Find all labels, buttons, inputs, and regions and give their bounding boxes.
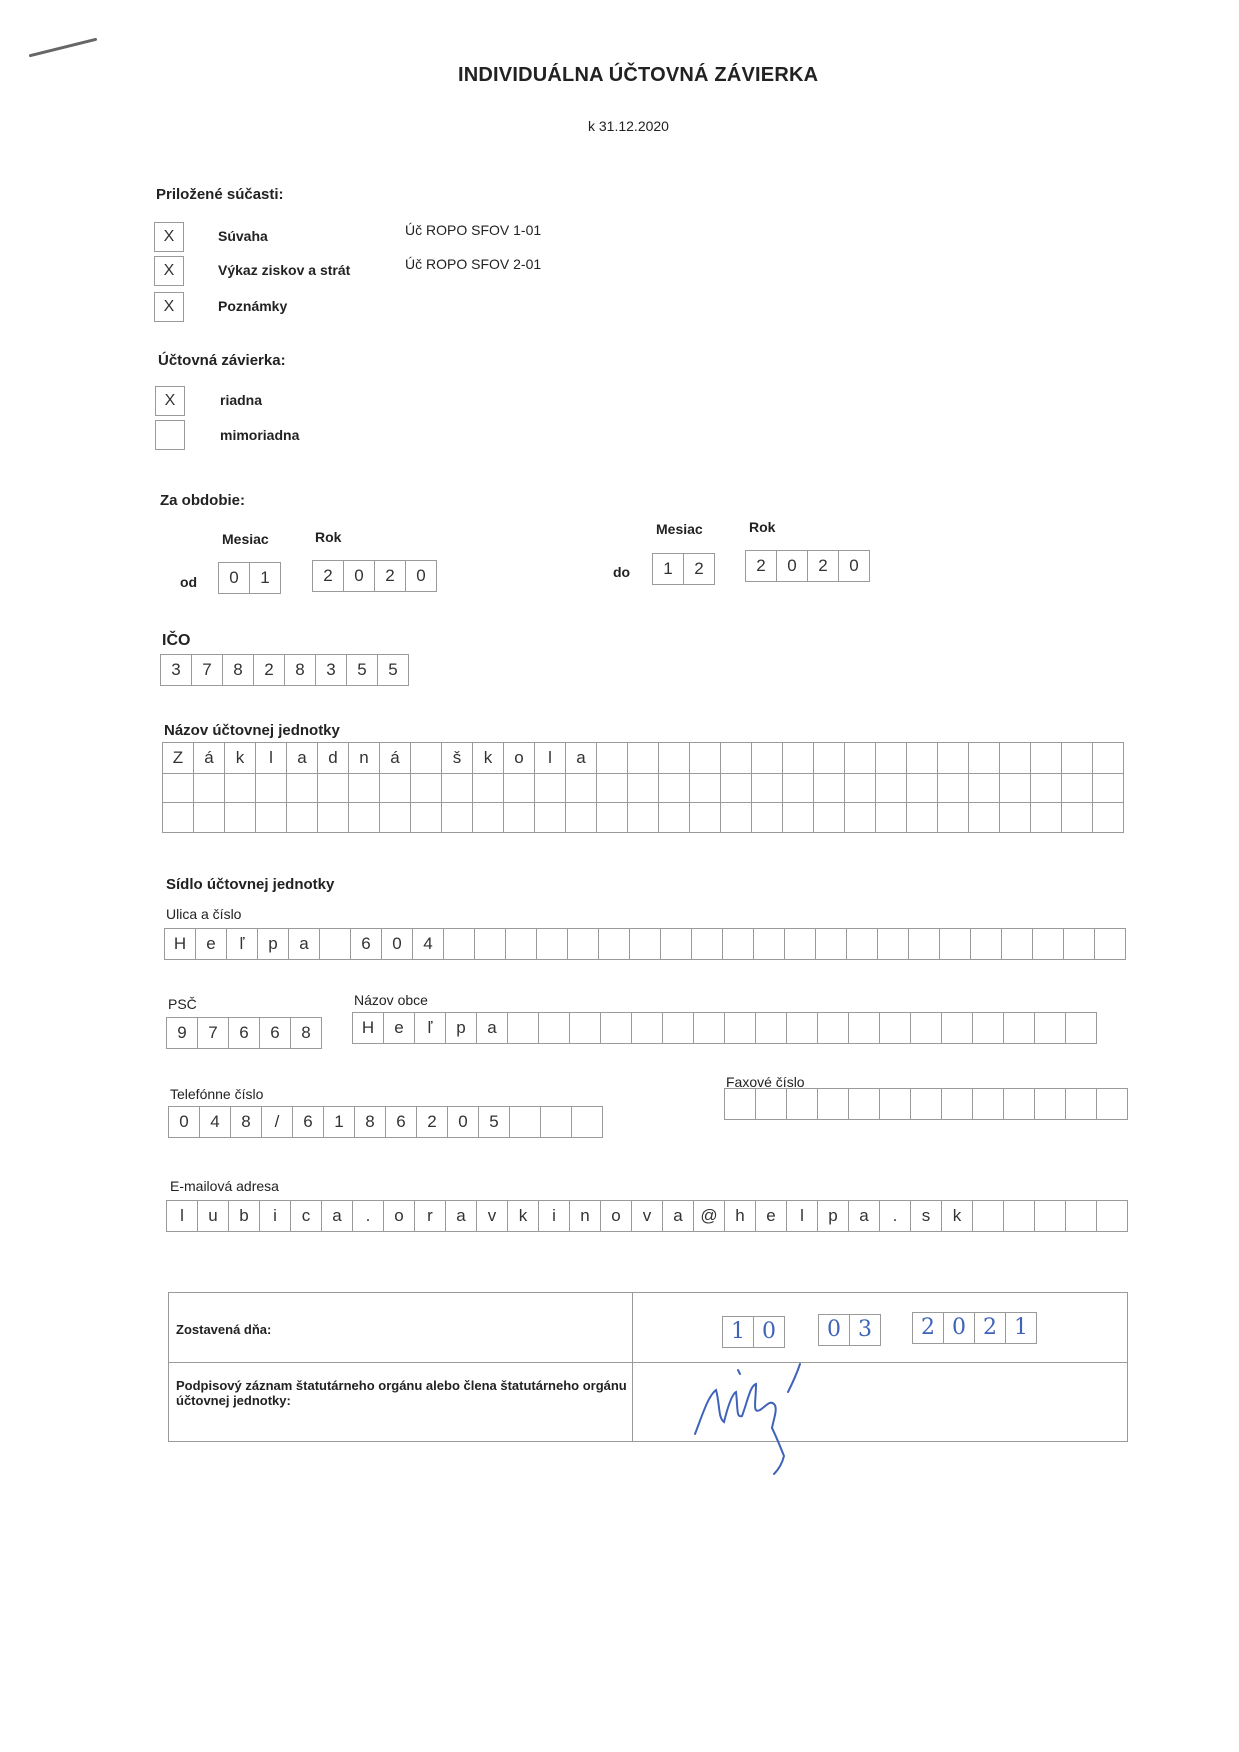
- char-cell: [787, 1089, 818, 1119]
- char-cell: [818, 1013, 849, 1043]
- email-cells[interactable]: [166, 1200, 1128, 1232]
- char-cell: [568, 929, 599, 959]
- checkbox-poznamky[interactable]: X: [154, 292, 184, 322]
- char-cell: [878, 929, 909, 959]
- char-cell: [845, 743, 876, 773]
- char-cell: 8: [291, 1018, 322, 1048]
- char-cell: [752, 772, 783, 802]
- char-cell: 0: [819, 1315, 850, 1345]
- char-cell: [163, 772, 194, 802]
- char-cell: /: [262, 1107, 293, 1137]
- compiled-year-cells[interactable]: [912, 1312, 1037, 1344]
- char-cell: [754, 929, 785, 959]
- from-year-cells[interactable]: [312, 560, 437, 592]
- char-cell: á: [194, 743, 225, 773]
- checkbox-mimoriadna[interactable]: [155, 420, 185, 450]
- char-cell: [787, 1013, 818, 1043]
- char-cell: [318, 802, 349, 832]
- char-cell: [756, 1013, 787, 1043]
- char-cell: [473, 802, 504, 832]
- char-cell: 2: [913, 1313, 944, 1343]
- char-cell: á: [380, 743, 411, 773]
- char-cell: 8: [231, 1107, 262, 1137]
- scan-mark: [29, 38, 98, 58]
- char-cell: 8: [223, 655, 254, 685]
- char-cell: 0: [169, 1107, 200, 1137]
- char-cell: [225, 772, 256, 802]
- char-cell: [411, 772, 442, 802]
- char-cell: a: [663, 1201, 694, 1231]
- char-cell: [597, 743, 628, 773]
- char-cell: [692, 929, 723, 959]
- char-cell: [845, 802, 876, 832]
- handwritten-signature: [690, 1356, 820, 1476]
- char-cell: [444, 929, 475, 959]
- char-cell: l: [787, 1201, 818, 1231]
- char-cell: [969, 802, 1000, 832]
- char-cell: a: [287, 743, 318, 773]
- char-cell: [973, 1201, 1004, 1231]
- char-cell: .: [353, 1201, 384, 1231]
- char-cell: 7: [198, 1018, 229, 1048]
- char-cell: 2: [254, 655, 285, 685]
- compiled-date-label: Zostavená dňa:: [176, 1322, 272, 1337]
- char-cell: k: [508, 1201, 539, 1231]
- char-cell: l: [256, 743, 287, 773]
- char-cell: k: [225, 743, 256, 773]
- char-cell: [818, 1089, 849, 1119]
- char-cell: [690, 802, 721, 832]
- char-cell: 1: [250, 563, 281, 593]
- label-poznamky: Poznámky: [218, 298, 288, 314]
- char-cell: e: [196, 929, 227, 959]
- char-cell: .: [880, 1201, 911, 1231]
- char-cell: e: [384, 1013, 415, 1043]
- from-month-cells[interactable]: [218, 562, 281, 594]
- char-cell: Z: [163, 743, 194, 773]
- char-cell: i: [260, 1201, 291, 1231]
- char-cell: [971, 929, 1002, 959]
- char-cell: [783, 772, 814, 802]
- char-cell: a: [566, 743, 597, 773]
- char-cell: [880, 1013, 911, 1043]
- char-cell: [969, 772, 1000, 802]
- char-cell: [938, 743, 969, 773]
- phone-cells[interactable]: [168, 1106, 603, 1138]
- unit-name-row-1[interactable]: [162, 742, 1124, 774]
- char-cell: [380, 802, 411, 832]
- char-cell: [1031, 772, 1062, 802]
- char-cell: ľ: [227, 929, 258, 959]
- char-cell: 4: [413, 929, 444, 959]
- char-cell: a: [289, 929, 320, 959]
- char-cell: [1066, 1089, 1097, 1119]
- char-cell: [510, 1107, 541, 1137]
- checkbox-riadna[interactable]: X: [155, 386, 185, 416]
- char-cell: a: [446, 1201, 477, 1231]
- char-cell: p: [258, 929, 289, 959]
- char-cell: 0: [448, 1107, 479, 1137]
- char-cell: [504, 772, 535, 802]
- char-cell: [411, 743, 442, 773]
- signoff-row-divider: [168, 1362, 1128, 1363]
- char-cell: p: [818, 1201, 849, 1231]
- char-cell: [973, 1013, 1004, 1043]
- phone-label: Telefónne číslo: [170, 1086, 264, 1102]
- char-cell: 0: [777, 551, 808, 581]
- char-cell: [572, 1107, 603, 1137]
- to-month-label: Mesiac: [656, 521, 703, 537]
- unit-name-label: Názov účtovnej jednotky: [164, 722, 340, 739]
- label-riadna: riadna: [220, 392, 263, 408]
- char-cell: 0: [944, 1313, 975, 1343]
- char-cell: 8: [355, 1107, 386, 1137]
- char-cell: [816, 929, 847, 959]
- char-cell: 2: [975, 1313, 1006, 1343]
- ico-label: IČO: [162, 632, 191, 649]
- char-cell: [690, 772, 721, 802]
- fax-label: Faxové číslo: [726, 1074, 805, 1090]
- char-cell: 1: [653, 554, 684, 584]
- char-cell: [1095, 929, 1126, 959]
- char-cell: [1035, 1013, 1066, 1043]
- char-cell: [1004, 1013, 1035, 1043]
- char-cell: u: [198, 1201, 229, 1231]
- ico-cells[interactable]: [160, 654, 409, 686]
- char-cell: [663, 1013, 694, 1043]
- char-cell: H: [165, 929, 196, 959]
- char-cell: [1000, 802, 1031, 832]
- char-cell: [938, 772, 969, 802]
- char-cell: d: [318, 743, 349, 773]
- char-cell: [256, 772, 287, 802]
- char-cell: [659, 802, 690, 832]
- char-cell: [814, 743, 845, 773]
- char-cell: [597, 802, 628, 832]
- from-label: od: [180, 574, 198, 590]
- period-heading: Za obdobie:: [160, 492, 245, 509]
- char-cell: [225, 802, 256, 832]
- char-cell: [349, 772, 380, 802]
- char-cell: 0: [382, 929, 413, 959]
- char-cell: 1: [1006, 1313, 1037, 1343]
- char-cell: v: [632, 1201, 663, 1231]
- char-cell: o: [504, 743, 535, 773]
- document-date: k 31.12.2020: [588, 118, 669, 134]
- char-cell: v: [477, 1201, 508, 1231]
- char-cell: p: [446, 1013, 477, 1043]
- char-cell: h: [725, 1201, 756, 1231]
- char-cell: [973, 1089, 1004, 1119]
- char-cell: H: [353, 1013, 384, 1043]
- char-cell: [1062, 802, 1093, 832]
- char-cell: [723, 929, 754, 959]
- char-cell: 6: [293, 1107, 324, 1137]
- char-cell: [442, 772, 473, 802]
- char-cell: [1064, 929, 1095, 959]
- char-cell: [876, 743, 907, 773]
- char-cell: o: [384, 1201, 415, 1231]
- to-year-label: Rok: [749, 519, 776, 535]
- unit-name-row-2[interactable]: [162, 772, 1124, 803]
- char-cell: [1097, 1201, 1128, 1231]
- char-cell: 0: [344, 561, 375, 591]
- closing-type-heading: Účtovná závierka:: [158, 352, 286, 369]
- char-cell: [694, 1013, 725, 1043]
- char-cell: [1002, 929, 1033, 959]
- from-month-label: Mesiac: [222, 531, 269, 547]
- address-heading: Sídlo účtovnej jednotky: [166, 876, 335, 893]
- char-cell: [475, 929, 506, 959]
- char-cell: [541, 1107, 572, 1137]
- city-cells[interactable]: [352, 1012, 1097, 1044]
- street-label: Ulica a číslo: [166, 906, 242, 922]
- char-cell: 4: [200, 1107, 231, 1137]
- checkbox-suvaha[interactable]: X: [154, 222, 184, 252]
- char-cell: [194, 772, 225, 802]
- char-cell: 2: [417, 1107, 448, 1137]
- email-label: E-mailová adresa: [170, 1178, 279, 1194]
- char-cell: [1062, 743, 1093, 773]
- street-cells[interactable]: [164, 928, 1126, 960]
- char-cell: [630, 929, 661, 959]
- char-cell: [539, 1013, 570, 1043]
- char-cell: 1: [324, 1107, 355, 1137]
- char-cell: [628, 772, 659, 802]
- char-cell: [909, 929, 940, 959]
- char-cell: [535, 772, 566, 802]
- from-year-label: Rok: [315, 529, 342, 545]
- char-cell: r: [415, 1201, 446, 1231]
- char-cell: 6: [351, 929, 382, 959]
- char-cell: [1066, 1201, 1097, 1231]
- char-cell: 3: [850, 1315, 881, 1345]
- label-vykaz: Výkaz ziskov a strát: [218, 262, 351, 278]
- code-vykaz: Úč ROPO SFOV 2-01: [405, 256, 542, 272]
- char-cell: [570, 1013, 601, 1043]
- char-cell: [690, 743, 721, 773]
- char-cell: o: [601, 1201, 632, 1231]
- char-cell: 2: [746, 551, 777, 581]
- unit-name-row-3[interactable]: [162, 802, 1124, 833]
- char-cell: [628, 743, 659, 773]
- document-title: INDIVIDUÁLNA ÚČTOVNÁ ZÁVIERKA: [458, 64, 819, 86]
- char-cell: [1035, 1089, 1066, 1119]
- char-cell: ľ: [415, 1013, 446, 1043]
- psc-label: PSČ: [168, 996, 197, 1012]
- char-cell: 0: [839, 551, 870, 581]
- char-cell: 5: [378, 655, 409, 685]
- char-cell: [1004, 1089, 1035, 1119]
- char-cell: l: [167, 1201, 198, 1231]
- char-cell: 2: [313, 561, 344, 591]
- char-cell: [880, 1089, 911, 1119]
- char-cell: [752, 802, 783, 832]
- char-cell: [1000, 772, 1031, 802]
- char-cell: [1093, 802, 1124, 832]
- char-cell: a: [849, 1201, 880, 1231]
- char-cell: [1093, 743, 1124, 773]
- char-cell: [721, 802, 752, 832]
- char-cell: n: [349, 743, 380, 773]
- char-cell: 6: [229, 1018, 260, 1048]
- char-cell: [942, 1013, 973, 1043]
- char-cell: [911, 1013, 942, 1043]
- char-cell: 3: [161, 655, 192, 685]
- char-cell: c: [291, 1201, 322, 1231]
- char-cell: š: [442, 743, 473, 773]
- char-cell: [535, 802, 566, 832]
- char-cell: [940, 929, 971, 959]
- char-cell: [1000, 743, 1031, 773]
- char-cell: [287, 772, 318, 802]
- char-cell: s: [911, 1201, 942, 1231]
- char-cell: [845, 772, 876, 802]
- city-label: Názov obce: [354, 992, 428, 1008]
- char-cell: 3: [316, 655, 347, 685]
- char-cell: [320, 929, 351, 959]
- char-cell: a: [477, 1013, 508, 1043]
- char-cell: b: [229, 1201, 260, 1231]
- char-cell: [632, 1013, 663, 1043]
- char-cell: [783, 743, 814, 773]
- char-cell: [601, 1013, 632, 1043]
- char-cell: [1004, 1201, 1035, 1231]
- char-cell: 6: [260, 1018, 291, 1048]
- char-cell: n: [570, 1201, 601, 1231]
- char-cell: [1097, 1089, 1128, 1119]
- attached-parts-heading: Priložené súčasti:: [156, 186, 284, 203]
- checkbox-vykaz[interactable]: X: [154, 256, 184, 286]
- compiled-month-cells[interactable]: [818, 1314, 881, 1346]
- char-cell: [1066, 1013, 1097, 1043]
- char-cell: [938, 802, 969, 832]
- psc-cells[interactable]: [166, 1017, 322, 1049]
- char-cell: [1093, 772, 1124, 802]
- char-cell: [907, 802, 938, 832]
- char-cell: [318, 772, 349, 802]
- char-cell: e: [756, 1201, 787, 1231]
- char-cell: [1031, 743, 1062, 773]
- char-cell: [504, 802, 535, 832]
- char-cell: [785, 929, 816, 959]
- char-cell: i: [539, 1201, 570, 1231]
- char-cell: [725, 1089, 756, 1119]
- signoff-col-divider: [632, 1292, 633, 1442]
- char-cell: 5: [347, 655, 378, 685]
- char-cell: [473, 772, 504, 802]
- char-cell: [628, 802, 659, 832]
- char-cell: [907, 743, 938, 773]
- label-mimoriadna: mimoriadna: [220, 427, 300, 443]
- char-cell: 2: [684, 554, 715, 584]
- char-cell: [349, 802, 380, 832]
- char-cell: [256, 802, 287, 832]
- char-cell: [969, 743, 1000, 773]
- char-cell: 5: [479, 1107, 510, 1137]
- char-cell: 0: [406, 561, 437, 591]
- to-month-cells[interactable]: [652, 553, 715, 585]
- char-cell: [783, 802, 814, 832]
- char-cell: [566, 802, 597, 832]
- char-cell: 2: [808, 551, 839, 581]
- char-cell: [1031, 802, 1062, 832]
- char-cell: [876, 802, 907, 832]
- char-cell: [849, 1089, 880, 1119]
- char-cell: [661, 929, 692, 959]
- char-cell: [876, 772, 907, 802]
- char-cell: [721, 772, 752, 802]
- char-cell: [752, 743, 783, 773]
- char-cell: [599, 929, 630, 959]
- char-cell: a: [322, 1201, 353, 1231]
- char-cell: [566, 772, 597, 802]
- char-cell: [659, 772, 690, 802]
- label-suvaha: Súvaha: [218, 228, 268, 244]
- char-cell: [721, 743, 752, 773]
- char-cell: [380, 772, 411, 802]
- char-cell: [942, 1089, 973, 1119]
- char-cell: @: [694, 1201, 725, 1231]
- char-cell: 0: [754, 1317, 785, 1347]
- char-cell: [907, 772, 938, 802]
- char-cell: 1: [723, 1317, 754, 1347]
- char-cell: 7: [192, 655, 223, 685]
- char-cell: [194, 802, 225, 832]
- to-label: do: [613, 564, 631, 580]
- char-cell: [506, 929, 537, 959]
- char-cell: k: [473, 743, 504, 773]
- fax-cells[interactable]: [724, 1088, 1128, 1120]
- char-cell: 9: [167, 1018, 198, 1048]
- char-cell: l: [535, 743, 566, 773]
- char-cell: [442, 802, 473, 832]
- char-cell: 2: [375, 561, 406, 591]
- char-cell: [725, 1013, 756, 1043]
- char-cell: [814, 802, 845, 832]
- char-cell: [508, 1013, 539, 1043]
- char-cell: [1035, 1201, 1066, 1231]
- char-cell: [287, 802, 318, 832]
- code-suvaha: Úč ROPO SFOV 1-01: [405, 222, 542, 238]
- to-year-cells[interactable]: [745, 550, 870, 582]
- char-cell: [756, 1089, 787, 1119]
- char-cell: [1033, 929, 1064, 959]
- char-cell: 0: [219, 563, 250, 593]
- char-cell: [911, 1089, 942, 1119]
- char-cell: [849, 1013, 880, 1043]
- char-cell: [411, 802, 442, 832]
- char-cell: 6: [386, 1107, 417, 1137]
- char-cell: [1062, 772, 1093, 802]
- signature-label: Podpisový záznam štatutárneho orgánu alebo člena štatutárneho orgánu účtovnej jednotky:: [176, 1378, 627, 1408]
- compiled-day-cells[interactable]: [722, 1316, 785, 1348]
- char-cell: 8: [285, 655, 316, 685]
- char-cell: [847, 929, 878, 959]
- char-cell: [814, 772, 845, 802]
- char-cell: [537, 929, 568, 959]
- char-cell: [163, 802, 194, 832]
- char-cell: k: [942, 1201, 973, 1231]
- char-cell: [659, 743, 690, 773]
- char-cell: [597, 772, 628, 802]
